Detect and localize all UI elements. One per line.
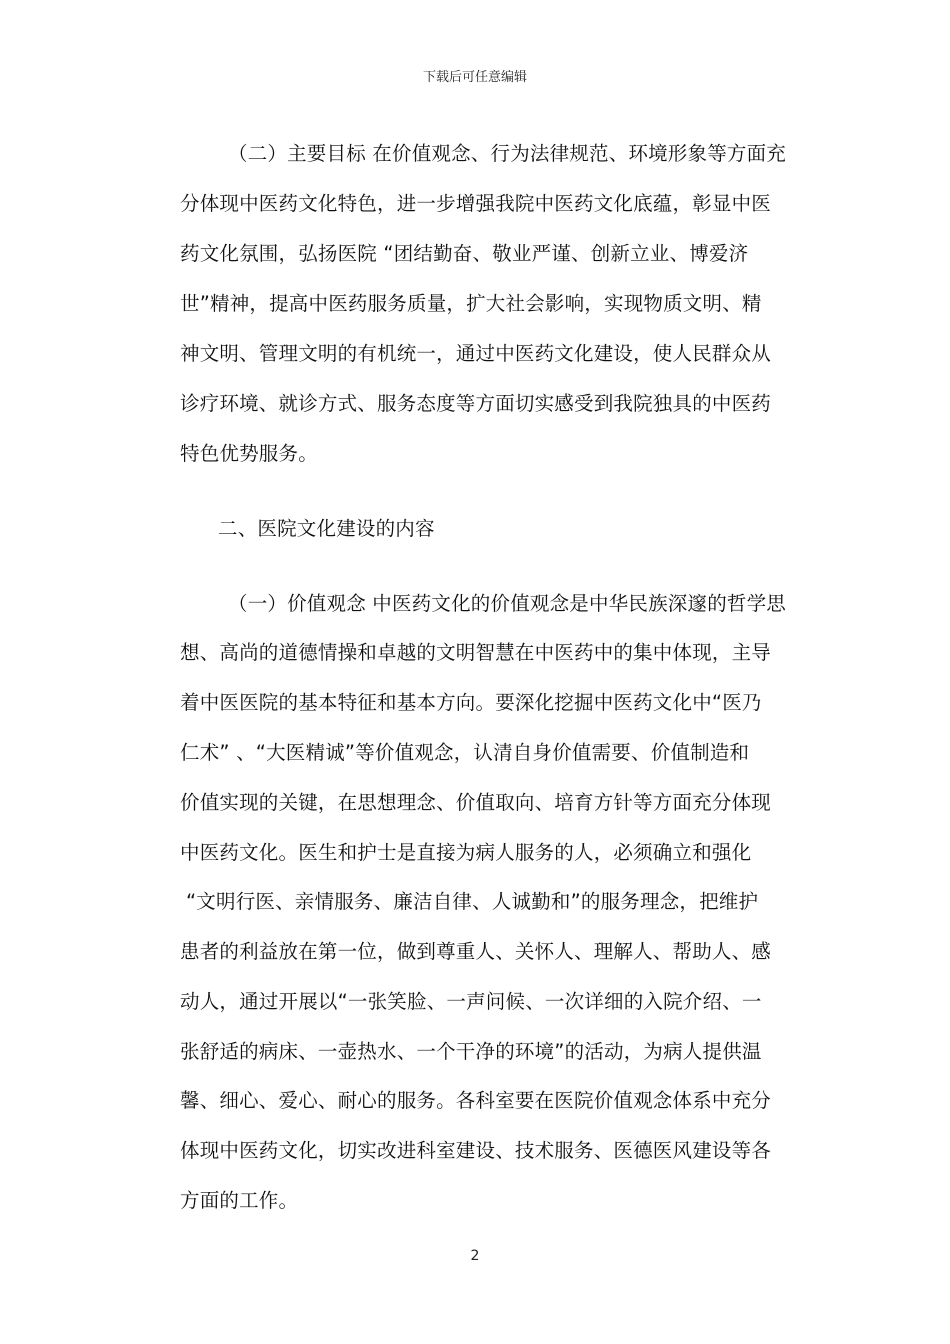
paragraph-line: 世”精神，提高中医药服务质量，扩大社会影响，实现物质文明、精: [180, 292, 762, 315]
paragraph-line: 张舒适的病床、一壶热水、一个干净的环境”的活动，为病人提供温: [180, 1040, 762, 1063]
paragraph-line: 着中医医院的基本特征和基本方向。要深化挖掘中医药文化中“医乃: [180, 691, 762, 714]
paragraph-line: （一）价值观念 中医药文化的价值观念是中华民族深邃的哲学思: [228, 592, 786, 615]
paragraph-line: 价值实现的关键，在思想理念、价值取向、培育方针等方面充分体现: [180, 791, 772, 814]
paragraph-line: 神文明、管理文明的有机统一，通过中医药文化建设，使人民群众从: [180, 342, 772, 365]
paragraph-line: 特色优势服务。: [180, 442, 318, 465]
paragraph-line: 诊疗环境、就诊方式、服务态度等方面切实感受到我院独具的中医药: [180, 392, 772, 415]
paragraph-line: 患者的利益放在第一位，做到尊重人、关怀人、理解人、帮助人、感: [180, 940, 772, 963]
paragraph-line: 药文化氛围，弘扬医院 “团结勤奋、敬业严谨、创新立业、博爱济: [180, 242, 749, 265]
page-number: 2: [470, 1248, 480, 1264]
section-heading: 二、医院文化建设的内容: [218, 517, 435, 540]
paragraph-line: 仁术” 、“大医精诚”等价值观念，认清自身价值需要、价值制造和: [180, 741, 750, 764]
paragraph-line: “文明行医、亲情服务、廉洁自律、人诚勤和”的服务理念，把维护: [186, 890, 759, 913]
paragraph-line: （二）主要目标 在价值观念、行为法律规范、环境形象等方面充: [228, 142, 786, 165]
paragraph-line: 想、高尚的道德情操和卓越的文明智慧在中医药中的集中体现，主导: [180, 641, 772, 664]
paragraph-line: 方面的工作。: [180, 1189, 299, 1212]
page-header: 下载后可任意编辑: [422, 70, 527, 85]
paragraph-line: 动人，通过开展以“一张笑脸、一声问候、一次详细的入院介绍、一: [180, 990, 762, 1013]
paragraph-line: 体现中医药文化，切实改进科室建设、技术服务、医德医风建设等各: [180, 1139, 772, 1162]
paragraph-line: 中医药文化。医生和护士是直接为病人服务的人，必须确立和强化: [180, 841, 752, 864]
paragraph-line: 馨、细心、爱心、耐心的服务。各科室要在医院价值观念体系中充分: [180, 1089, 772, 1112]
paragraph-line: 分体现中医药文化特色，进一步增强我院中医药文化底蕴，彰显中医: [180, 192, 772, 215]
